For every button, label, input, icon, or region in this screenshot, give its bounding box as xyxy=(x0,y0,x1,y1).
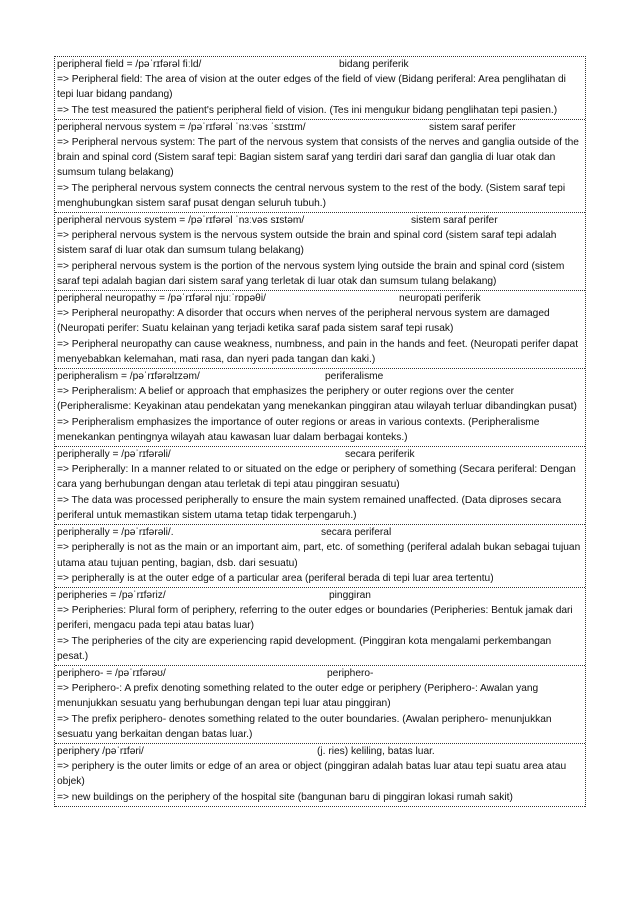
entry-example-line: => Peripheral neuropathy: A disorder that occurs when nerves of the peripheral nervous system are damaged (Neuropati perifer: Suatu kelainan yang terjadi ketika saraf pada sistem saraf tepi rusak) xyxy=(57,308,550,335)
entry-translation: periphero- xyxy=(327,667,374,679)
entry-term: peripheralism = /pəˈrɪfərəlɪzəm/ xyxy=(57,371,200,383)
entry-example-line: => periphery is the outer limits or edge of an area or object (pinggiran adalah batas luar atau tepi suatu area atau objek) xyxy=(57,761,567,788)
entry-example-line: => new buildings on the periphery of the hospital site (bangunan baru di pinggiran lokasi rumah sakit) xyxy=(57,791,513,803)
entry-term: periphero- = /pəˈrɪfərəʊ/ xyxy=(57,667,166,679)
entry-term: periphery /pəˈrɪfəri/ xyxy=(57,745,144,757)
entry-example-line: => The prefix periphero- denotes something related to the outer boundaries. (Awalan periphero- menunjukkan sesuatu yang berkaitan dengan batas luar.) xyxy=(57,713,552,740)
entry-translation: secara periferal xyxy=(321,527,392,539)
entry-example-line: => peripheral nervous system is the portion of the nervous system lying outside the brain and spinal cord (sistem saraf tepi adalah bagian dari sistem saraf yang terletak di luar otak dan sumsum tulang belakang) xyxy=(57,260,565,287)
entry-example-line: => Peripherally: In a manner related to or situated on the edge or periphery of something (Secara periferal: Dengan cara yang berhubungan dengan atau terletak di tepi atau pinggiran sesuatu) xyxy=(57,464,576,491)
glossary-entry xyxy=(55,120,585,213)
entry-term: peripheral neuropathy = /pəˈrɪfərəl njuːˈrɒpəθi/ xyxy=(57,293,266,305)
entry-heading xyxy=(57,369,583,384)
entry-heading xyxy=(57,120,583,135)
entry-heading xyxy=(57,525,583,540)
entry-heading xyxy=(57,291,583,306)
entry-example-line: => The peripheral nervous system connects the central nervous system to the rest of the body. (Sistem saraf tepi menghubungkan sistem saraf pusat dengan seluruh tubuh.) xyxy=(57,182,566,209)
entry-translation: sistem saraf perifer xyxy=(411,215,498,227)
glossary-entry xyxy=(55,213,585,291)
entry-example-line: => Peripheries: Plural form of periphery, referring to the outer edges or boundaries (Peripheries: Bentuk jamak dari periferi, mengacu pada tepi atau batas luar) xyxy=(57,605,573,632)
entry-translation: periferalisme xyxy=(325,371,384,383)
entry-example-line: => Peripheral neuropathy can cause weakness, numbness, and pain in the hands and feet. (Neuropati perifer dapat menyebabkan kelemahan, mati rasa, dan nyeri pada tangan dan kaki.) xyxy=(57,338,579,365)
entry-example-line: => Peripheral field: The area of vision at the outer edges of the field of view (Bidang periferal: Area penglihatan di tepi luar bidang pandang) xyxy=(57,74,566,101)
entry-example-line: => The peripheries of the city are experiencing rapid development. (Pinggiran kota mengalami perkembangan pesat.) xyxy=(57,635,552,662)
entry-example-line: => Peripheral nervous system: The part of the nervous system that consists of the nerves and ganglia outside of the brain and spinal cord (Sistem saraf tepi: Bagian sistem saraf yang terdiri dari saraf dan ganglia di luar otak dan sumsum tulang belakang) xyxy=(57,137,579,179)
glossary-entry xyxy=(55,369,585,447)
glossary-entry xyxy=(55,666,585,744)
entry-translation: secara periferik xyxy=(345,449,415,461)
glossary-entry xyxy=(55,291,585,369)
entry-term: peripheral nervous system = /pəˈrɪfərəl ˈnɜːvəs sɪstəm/ xyxy=(57,215,305,227)
entry-heading xyxy=(57,57,583,72)
entry-heading xyxy=(57,447,583,462)
entry-example-line: => peripherally is at the outer edge of a particular area (periferal berada di tepi luar area tertentu) xyxy=(57,572,494,584)
entry-term: peripherally = /pəˈrɪfərəli/ xyxy=(57,449,171,461)
entry-translation: neuropati periferik xyxy=(399,293,481,305)
entry-translation: (j. ries) keliling, batas luar. xyxy=(317,745,435,757)
entry-term: peripherally = /pəˈrɪfərəli/. xyxy=(57,527,174,539)
entry-heading xyxy=(57,744,583,759)
entry-example-line: => Peripheralism: A belief or approach that emphasizes the periphery or outer regions over the center (Peripheralisme: Keyakinan atau pendekatan yang menekankan pinggiran atau wilayah terluar dibandingkan pusat) xyxy=(57,386,577,413)
entry-example-line: => peripheral nervous system is the nervous system outside the brain and spinal cord (sistem saraf tepi adalah sistem saraf di luar otak dan sumsum tulang belakang) xyxy=(57,230,557,257)
entry-heading xyxy=(57,588,583,603)
entry-example-line: => Periphero-: A prefix denoting something related to the outer edge or periphery (Periphero-: Awalan yang menunjukkan sesuatu yang berhubungan dengan tepi luar atau pinggiran) xyxy=(57,683,539,710)
entry-translation: sistem saraf perifer xyxy=(429,121,516,133)
glossary-entries xyxy=(54,56,586,807)
entry-term: peripheries = /pəˈrɪfəriz/ xyxy=(57,589,166,601)
entry-translation: pinggiran xyxy=(329,589,371,601)
entry-example-line: => Peripheralism emphasizes the importance of outer regions or areas in various contexts. (Peripheralisme menekankan pentingnya wilayah atau kawasan luar dalam berbagai konteks.) xyxy=(57,416,540,443)
entry-heading xyxy=(57,213,583,228)
entry-example-line: => The data was processed peripherally to ensure the main system remained unaffected. (Data diproses secara periferal untuk memastikan sistem utama tetap tidak terpengaruh.) xyxy=(57,494,562,521)
entry-example-line: => peripherally is not as the main or an important aim, part, etc. of something (periferal adalah bukan sebagai tujuan utama atau tujuan penting, bagian, dsb. dari sesuatu) xyxy=(57,542,581,569)
glossary-entry xyxy=(55,447,585,525)
glossary-entry xyxy=(55,525,585,588)
entry-translation: bidang periferik xyxy=(339,59,409,70)
entry-term: peripheral field = /pəˈrɪfərəl fiːld/ xyxy=(57,59,202,70)
entry-example-line: => The test measured the patient's peripheral field of vision. (Tes ini mengukur bidang penglihatan tepi pasien.) xyxy=(57,104,558,116)
glossary-entry xyxy=(55,588,585,666)
glossary-entry xyxy=(55,744,585,807)
entry-heading xyxy=(57,666,583,681)
glossary-entry xyxy=(55,57,585,120)
entry-term: peripheral nervous system = /pəˈrɪfərəl ˈnɜːvəs ˈsɪstɪm/ xyxy=(57,121,306,133)
